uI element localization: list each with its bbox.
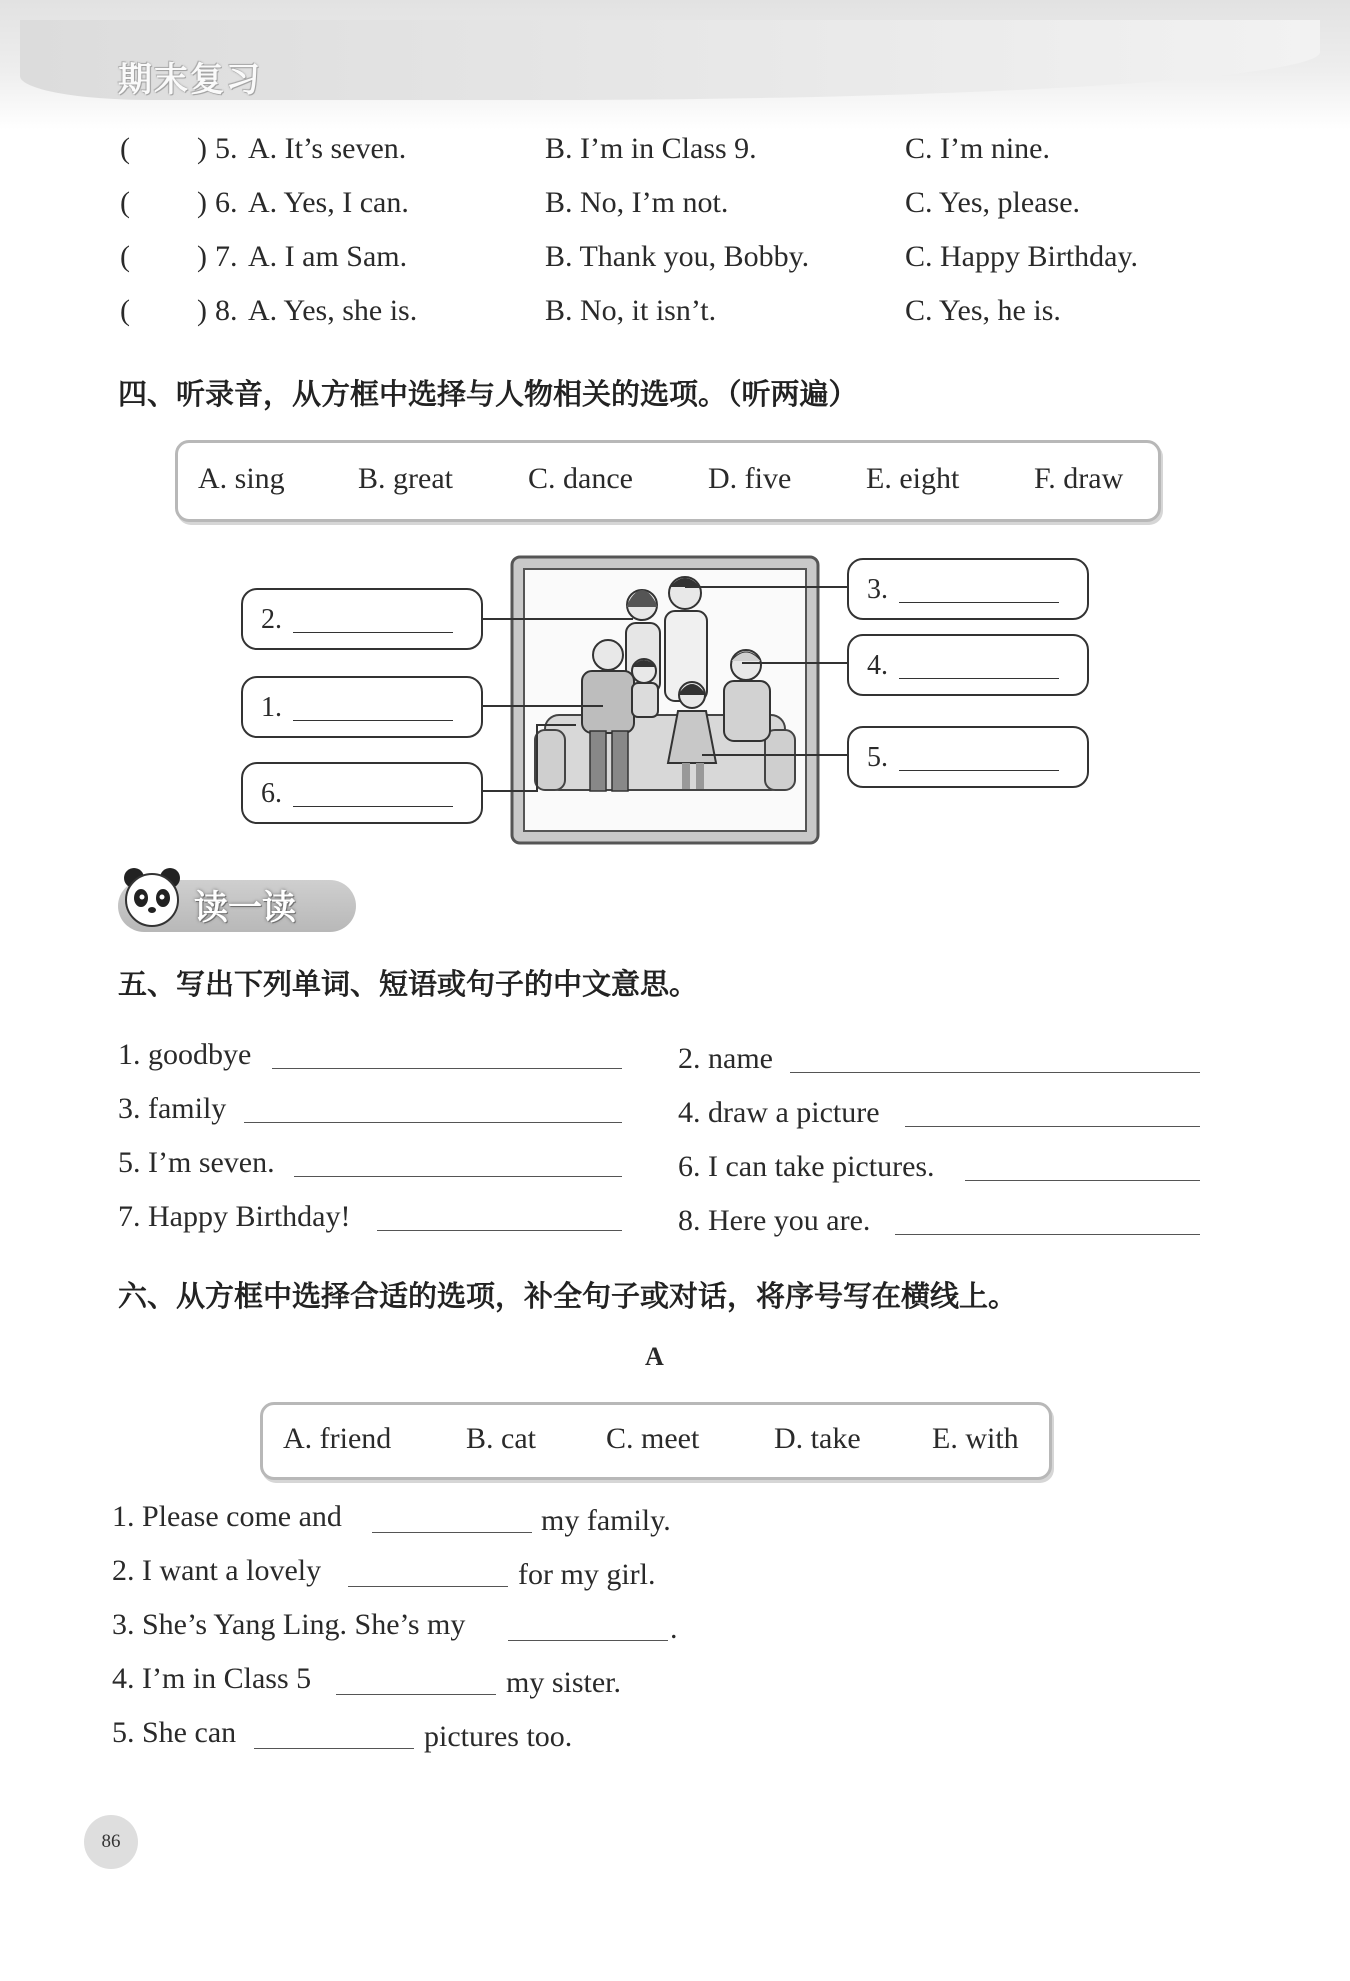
option-c: C. Yes, please.: [905, 186, 1081, 219]
sentence-text: my sister.: [506, 1666, 622, 1699]
answer-line[interactable]: [294, 1176, 622, 1177]
answer-line[interactable]: [272, 1068, 622, 1069]
answer-paren-open: (: [120, 132, 130, 165]
option-word: C. dance: [528, 462, 633, 495]
vocab-item: 8. Here you are.: [678, 1204, 871, 1237]
sentence-text: 1. Please come and: [112, 1500, 342, 1533]
answer-box-number: 3.: [867, 574, 888, 605]
answer-box-number: 6.: [261, 778, 282, 809]
answer-blank[interactable]: [293, 720, 453, 721]
part-label: A: [645, 1342, 664, 1371]
answer-line[interactable]: [336, 1694, 496, 1695]
option-word: A. sing: [198, 462, 285, 495]
option-word: E. eight: [866, 462, 960, 495]
answer-paren-close: ): [197, 240, 207, 273]
option-word: A. friend: [283, 1422, 392, 1455]
sentence-text: 3. She’s Yang Ling. She’s my: [112, 1608, 466, 1641]
option-word: C. meet: [606, 1422, 700, 1455]
vocab-item: 7. Happy Birthday!: [118, 1200, 351, 1233]
option-word: B. cat: [466, 1422, 536, 1455]
answer-line[interactable]: [790, 1072, 1200, 1073]
option-b: B. No, it isn’t.: [545, 294, 717, 327]
answer-box-number: 5.: [867, 742, 888, 773]
option-word: F. draw: [1034, 462, 1124, 495]
connector-line: [536, 724, 538, 792]
option-c: C. Yes, he is.: [905, 294, 1061, 327]
family-picture: [510, 555, 820, 845]
option-b: B. I’m in Class 9.: [545, 132, 757, 165]
header-title: 期末复习: [118, 60, 262, 100]
option-c: C. Happy Birthday.: [905, 240, 1139, 273]
answer-box[interactable]: [847, 634, 1089, 696]
connector-line: [685, 586, 847, 588]
answer-box[interactable]: [241, 588, 483, 650]
question-number: 7.: [215, 240, 238, 273]
answer-box[interactable]: [241, 676, 483, 738]
answer-line[interactable]: [348, 1586, 508, 1587]
answer-blank[interactable]: [899, 678, 1059, 679]
vocab-item: 3. family: [118, 1092, 227, 1125]
connector-line: [536, 724, 576, 726]
answer-blank[interactable]: [899, 770, 1059, 771]
vocab-item: 2. name: [678, 1042, 773, 1075]
vocab-item: 6. I can take pictures.: [678, 1150, 935, 1183]
answer-blank[interactable]: [293, 632, 453, 633]
family-illustration: [510, 555, 820, 845]
answer-line[interactable]: [372, 1532, 532, 1533]
option-word: E. with: [932, 1422, 1019, 1455]
vocab-item: 1. goodbye: [118, 1038, 252, 1071]
connector-line: [742, 662, 847, 664]
question-number: 8.: [215, 294, 238, 327]
option-word: B. great: [358, 462, 453, 495]
option-b: B. No, I’m not.: [545, 186, 729, 219]
banner-title: 读一读: [194, 888, 296, 928]
page-number: 86: [84, 1815, 138, 1869]
option-b: B. Thank you, Bobby.: [545, 240, 810, 273]
option-word: D. take: [774, 1422, 861, 1455]
connector-line: [483, 790, 538, 792]
answer-paren-open: (: [120, 186, 130, 219]
answer-line[interactable]: [508, 1640, 668, 1641]
answer-box-number: 4.: [867, 650, 888, 681]
sentence-text: 2. I want a lovely: [112, 1554, 322, 1587]
question-number: 6.: [215, 186, 238, 219]
connector-line: [702, 754, 847, 756]
answer-line[interactable]: [244, 1122, 622, 1123]
answer-line[interactable]: [965, 1180, 1200, 1181]
answer-box-number: 1.: [261, 692, 282, 723]
answer-paren-close: ): [197, 294, 207, 327]
sentence-text: pictures too.: [424, 1720, 573, 1753]
answer-box[interactable]: [241, 762, 483, 824]
option-word: D. five: [708, 462, 792, 495]
sentence-text: my family.: [541, 1504, 671, 1537]
option-c: C. I’m nine.: [905, 132, 1050, 165]
section-title: 六、从方框中选择合适的选项，补全句子或对话，将序号写在横线上。: [118, 1279, 1018, 1313]
answer-paren-close: ): [197, 132, 207, 165]
answer-line[interactable]: [254, 1748, 414, 1749]
answer-paren-close: ): [197, 186, 207, 219]
option-a: A. It’s seven.: [248, 132, 407, 165]
sentence-text: 5. She can: [112, 1716, 237, 1749]
option-a: A. I am Sam.: [248, 240, 408, 273]
answer-box[interactable]: [847, 726, 1089, 788]
answer-blank[interactable]: [899, 602, 1059, 603]
sentence-text: .: [670, 1612, 678, 1645]
section-title: 五、写出下列单词、短语或句子的中文意思。: [118, 967, 699, 1001]
options-box: [175, 440, 1161, 522]
option-a: A. Yes, I can.: [248, 186, 409, 219]
answer-line[interactable]: [905, 1126, 1200, 1127]
answer-paren-open: (: [120, 294, 130, 327]
answer-blank[interactable]: [293, 806, 453, 807]
question-number: 5.: [215, 132, 238, 165]
connector-line: [483, 618, 633, 620]
answer-line[interactable]: [377, 1230, 622, 1231]
section-title: 四、听录音，从方框中选择与人物相关的选项。（听两遍）: [118, 377, 858, 411]
sentence-text: for my girl.: [518, 1558, 656, 1591]
answer-paren-open: (: [120, 240, 130, 273]
answer-line[interactable]: [895, 1234, 1200, 1235]
connector-line: [483, 705, 603, 707]
answer-box-number: 2.: [261, 604, 282, 635]
option-a: A. Yes, she is.: [248, 294, 418, 327]
sentence-text: 4. I’m in Class 5: [112, 1662, 312, 1695]
answer-box[interactable]: [847, 558, 1089, 620]
vocab-item: 4. draw a picture: [678, 1096, 880, 1129]
panda-icon: [120, 866, 184, 937]
vocab-item: 5. I’m seven.: [118, 1146, 275, 1179]
